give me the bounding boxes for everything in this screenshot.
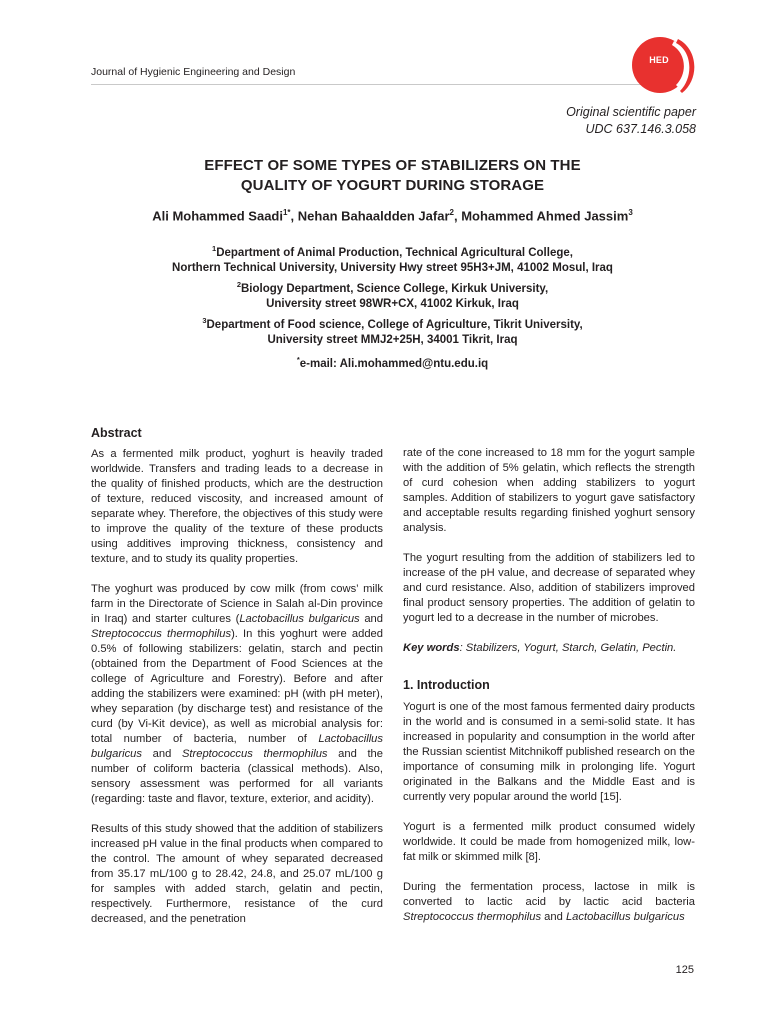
text-run: and — [359, 613, 383, 625]
keywords-text: : Stabilizers, Yogurt, Starch, Gelatin, Pectin. — [459, 642, 677, 654]
text-run: ). In this yoghurt were added 0.5% of following stabilizers: gelatin, starch and pectin (obtained from the Department of Food Sciences at the college of Agriculture and Forestry). Before and after adding the stabilizers were examined: pH (with pH meter), whey separation (by discharge test) and resistance of the curd (by Vi-Kit device), as well as microbial analysis for: total number of bacteria, number of — [91, 628, 383, 745]
email-mark: * — [296, 355, 300, 364]
affiliation-line — [91, 241, 694, 261]
author-affiliation-mark: 1* — [282, 208, 291, 217]
journal-logo-text: HED — [649, 55, 669, 65]
page-number: 125 — [675, 964, 694, 976]
affiliation-line: University street 98WR+CX, 41002 Kirkuk, Iraq — [266, 298, 519, 311]
affiliation-line — [91, 277, 694, 297]
text-run: and the number of coliform bacteria (classical methods). Also, sensory assessment was performed for all variants (regarding: taste and flavor, texture, exterior, and acidity). — [91, 748, 384, 805]
journal-logo-icon — [630, 35, 695, 95]
affiliation-text: Department of Food science, College of Agriculture, Tikrit University, — [206, 318, 583, 331]
email-text[interactable]: e-mail: Ali.mohammed@ntu.edu.iq — [299, 357, 489, 370]
right-column — [403, 446, 695, 940]
text-run: and — [541, 911, 566, 923]
text-run: The yoghurt was produced by cow milk (from cows’ milk farm in the Directorate of Science in Salah al-Din province in Iraq) and starter cultures ( — [91, 583, 383, 625]
affiliation-line: University street MMJ2+25H, 34001 Tikrit, Iraq — [267, 333, 518, 346]
author-name: Ali Mohammed Saadi — [152, 208, 283, 224]
abstract-paragraph: rate of the cone increased to 18 mm for the yogurt sample with the addition of 5% gelatin, which reflects the strength of curd cohesion when adding stabilizers to yogurt samples. Addition of stabilizers to yogurt gave satisfactory and acceptable results regarding finished yoghurt sensory analysis. — [403, 447, 695, 534]
text-run: During the fermentation process, lactose in milk is converted to lactic acid by lactic acid bacteria — [403, 881, 695, 908]
affiliation-line: Northern Technical University, University Hwy street 95H3+JM, 41002 Mosul, Iraq — [172, 262, 613, 275]
affiliation-text: Department of Animal Production, Technical Agricultural College, — [216, 246, 573, 259]
author-affiliation-mark: 2 — [449, 208, 454, 217]
title-line-1: EFFECT OF SOME TYPES OF STABILIZERS ON THE — [204, 157, 581, 174]
introduction-paragraph: Yogurt is a fermented milk product consumed widely worldwide. It could be made from homogenized milk, low-fat milk or skimmed milk [8]. — [403, 821, 695, 863]
affiliation-list — [91, 241, 694, 348]
affiliation-mark: 2 — [236, 279, 241, 289]
introduction-heading: 1. Introduction — [403, 678, 490, 692]
introduction-paragraph — [403, 880, 695, 925]
species-name: Streptococcus thermophilus — [181, 748, 328, 760]
abstract-paragraph: The yogurt resulting from the addition of stabilizers led to increase of the pH value, and decrease of separated whey and curd resistance. Also, addition of stabilizers improved final product sensory properties. The addition of gelatin to yogurt led to a decrease in the number of microbes. — [403, 552, 695, 624]
abstract-paragraph: Results of this study showed that the addition of stabilizers increased pH value in the final products when compared to the control. The amount of whey separated decreased from 35.17 mL/100 g to 28.42, 24.8, and 25.07 mL/100 g for samples with added starch, gelatin and pectin, respectively. Furthermore, resistance of the curd decreased, and the penetration — [91, 823, 383, 925]
header-rule — [91, 84, 651, 85]
corresponding-email — [91, 355, 694, 370]
paper-type-label: Original scientific paper — [566, 105, 696, 119]
title-line-2: QUALITY OF YOGURT DURING STORAGE — [240, 177, 545, 194]
udc-code: UDC 637.146.3.058 — [585, 122, 696, 136]
affiliation-line — [91, 313, 694, 333]
species-name: Streptococcus thermophilus — [403, 911, 542, 923]
left-column — [91, 426, 383, 942]
author-list: Ali Mohammed Saadi$^{1*}$, Nehan Bahaaldden Jafar$^2$, Mohammed Ahmed Jassim$^3$ — [152, 208, 633, 224]
introduction-paragraph: Yogurt is one of the most famous fermented dairy products in the world and is consumed in a semi-solid state. It has increased in popularity and consumption in the world after the Russian scientist Mitchnikoff published research on the importance of consuming milk in prolonging life. Yogurt originated in the Balkans and the Middle East and is currently very popular around the world [15]. — [403, 701, 695, 803]
affiliation-mark: 1 — [212, 244, 217, 253]
species-name: Lactobacillus bulgaricus — [91, 733, 383, 760]
abstract-heading: Abstract — [91, 426, 142, 440]
abstract-paragraph — [91, 582, 383, 807]
paper-type — [566, 104, 696, 138]
journal-name: Journal of Hygienic Engineering and Design — [91, 66, 296, 78]
affiliation-mark: 3 — [202, 315, 207, 325]
species-name: Lactobacillus bulgaricus — [565, 911, 685, 923]
species-name: Lactobacillus bulgaricus — [239, 613, 360, 625]
author-name: Nehan Bahaaldden Jafar — [297, 208, 450, 224]
author-name: Mohammed Ahmed Jassim — [461, 208, 629, 224]
abstract-paragraph: As a fermented milk product, yoghurt is heavily traded worldwide. Transfers and trading leads to a decrease in the quality of finished products, which are the destruction of texture, reduced viscosity, and increased amount of separate whey. Therefore, the objectives of this study were to improve the quality of the texture of these products using additives improving thickness, consistency and texture, and to study its quality properties. — [91, 448, 383, 565]
species-name: Streptococcus thermophilus — [91, 628, 232, 640]
affiliation-text: Biology Department, Science College, Kirkuk University, — [240, 282, 549, 295]
keywords-label: Key words — [403, 642, 460, 654]
keywords — [403, 641, 695, 656]
text-run: and — [142, 748, 182, 760]
author-affiliation-mark: 3 — [628, 208, 633, 217]
paper-title — [91, 156, 694, 196]
